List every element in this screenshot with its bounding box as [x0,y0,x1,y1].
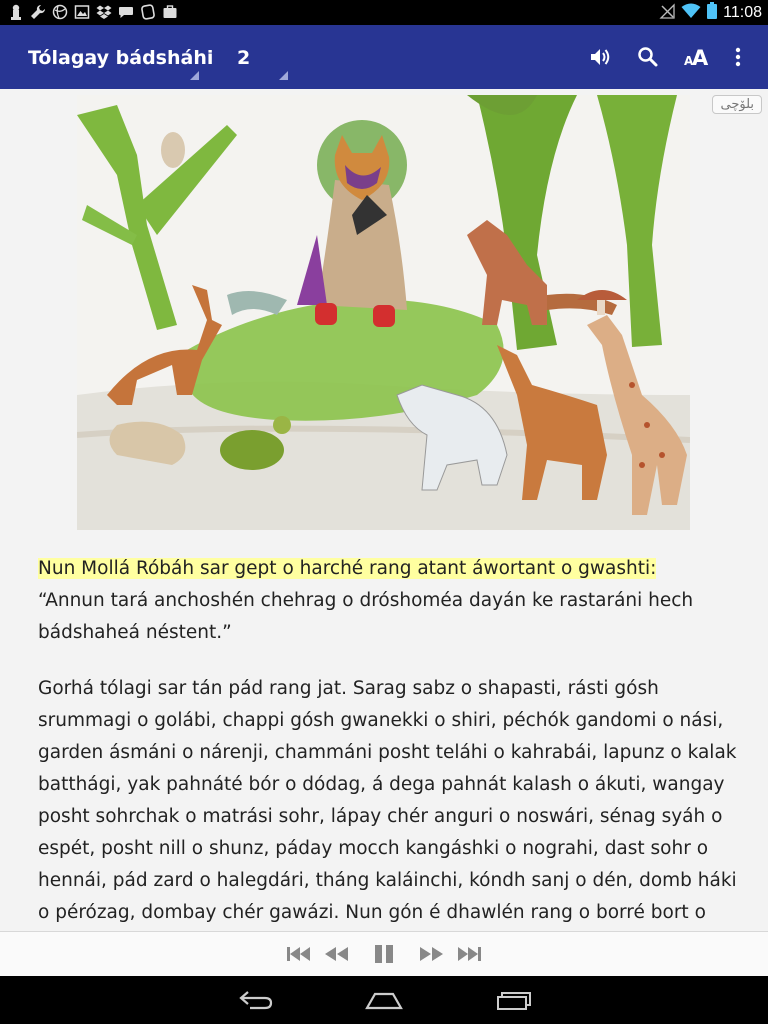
battery-icon [707,2,717,24]
overflow-menu-icon[interactable] [724,43,752,71]
paragraph-2: Gorhá tólagi sar tán pád rang jat. Sarag sabz o shapasti, rásti gósh srummagi o golábi, chappi gósh gwanekki o shiri, péchók gandomi o nási, garden ásmáni o nárenji, chammáni posht teláhi o kahrabái, lapunz o kalak batthági, yak pahnáté bór o dódag, á dega pahnát kalash o ákuti, wangay posht sohrchak o matrási sohr, lápay chér anguri o noswári, sénag syáh o espét, posht nill o shunz, páday mocch kangáshki o nograhi, dast sohr o hennái, pád zard o halegdári, tháng kaláinchi, kóndh sanj o dén, domb háki o pérózag, dombay chér gawázi. Nun gón é dhawlén rang o borré bort o [38,678,737,923]
highlighted-sentence: Nun Mollá Róbáh sar gept o harché rang atant áwortant o gwashti: [38,558,657,579]
wifi-icon [681,3,701,24]
recent-apps-icon[interactable] [490,984,538,1016]
skip-back-icon[interactable] [286,942,312,966]
notification-icons [8,3,178,21]
home-icon[interactable] [360,984,408,1016]
audio-player-controls [0,931,768,977]
status-bar [0,0,768,25]
keyhole-icon [8,3,24,21]
globe-icon [52,3,68,21]
search-icon[interactable] [634,43,662,71]
chapter-dropdown[interactable]: 2 [237,47,251,69]
app-bar [0,25,768,89]
clock: 11:08 [723,4,762,21]
rewind-icon[interactable] [324,942,350,966]
svg-text:A: A [684,54,694,68]
svg-text:A: A [692,46,709,69]
book-dropdown-indicator-icon [190,71,199,80]
wrench-icon [30,3,46,21]
back-icon[interactable] [232,984,280,1016]
reader-content[interactable] [0,89,768,931]
paragraph-1 [38,553,738,649]
language-badge[interactable]: بلۆچی [712,95,762,114]
system-navigation-bar [0,976,768,1024]
chapter-dropdown-indicator-icon [279,71,288,80]
signal-off-icon [659,3,675,24]
briefcase-icon [162,3,178,21]
tablet-icon [140,3,156,21]
text-size-icon[interactable] [682,43,712,71]
story-illustration [77,95,690,530]
dropbox-icon [96,3,112,21]
book-title-dropdown[interactable]: Tólagay bádsháhi [28,47,214,69]
fast-forward-icon[interactable] [418,942,444,966]
pause-icon[interactable] [372,942,396,966]
image-icon [74,3,90,21]
paragraph-1-rest: “Annun tará anchoshén chehrag o dróshoméa dayán ke rastaráni hech bádshaheá néstent.” [38,590,694,643]
speaker-icon[interactable] [586,43,614,71]
skip-forward-icon[interactable] [456,942,482,966]
chat-icon [118,3,134,21]
